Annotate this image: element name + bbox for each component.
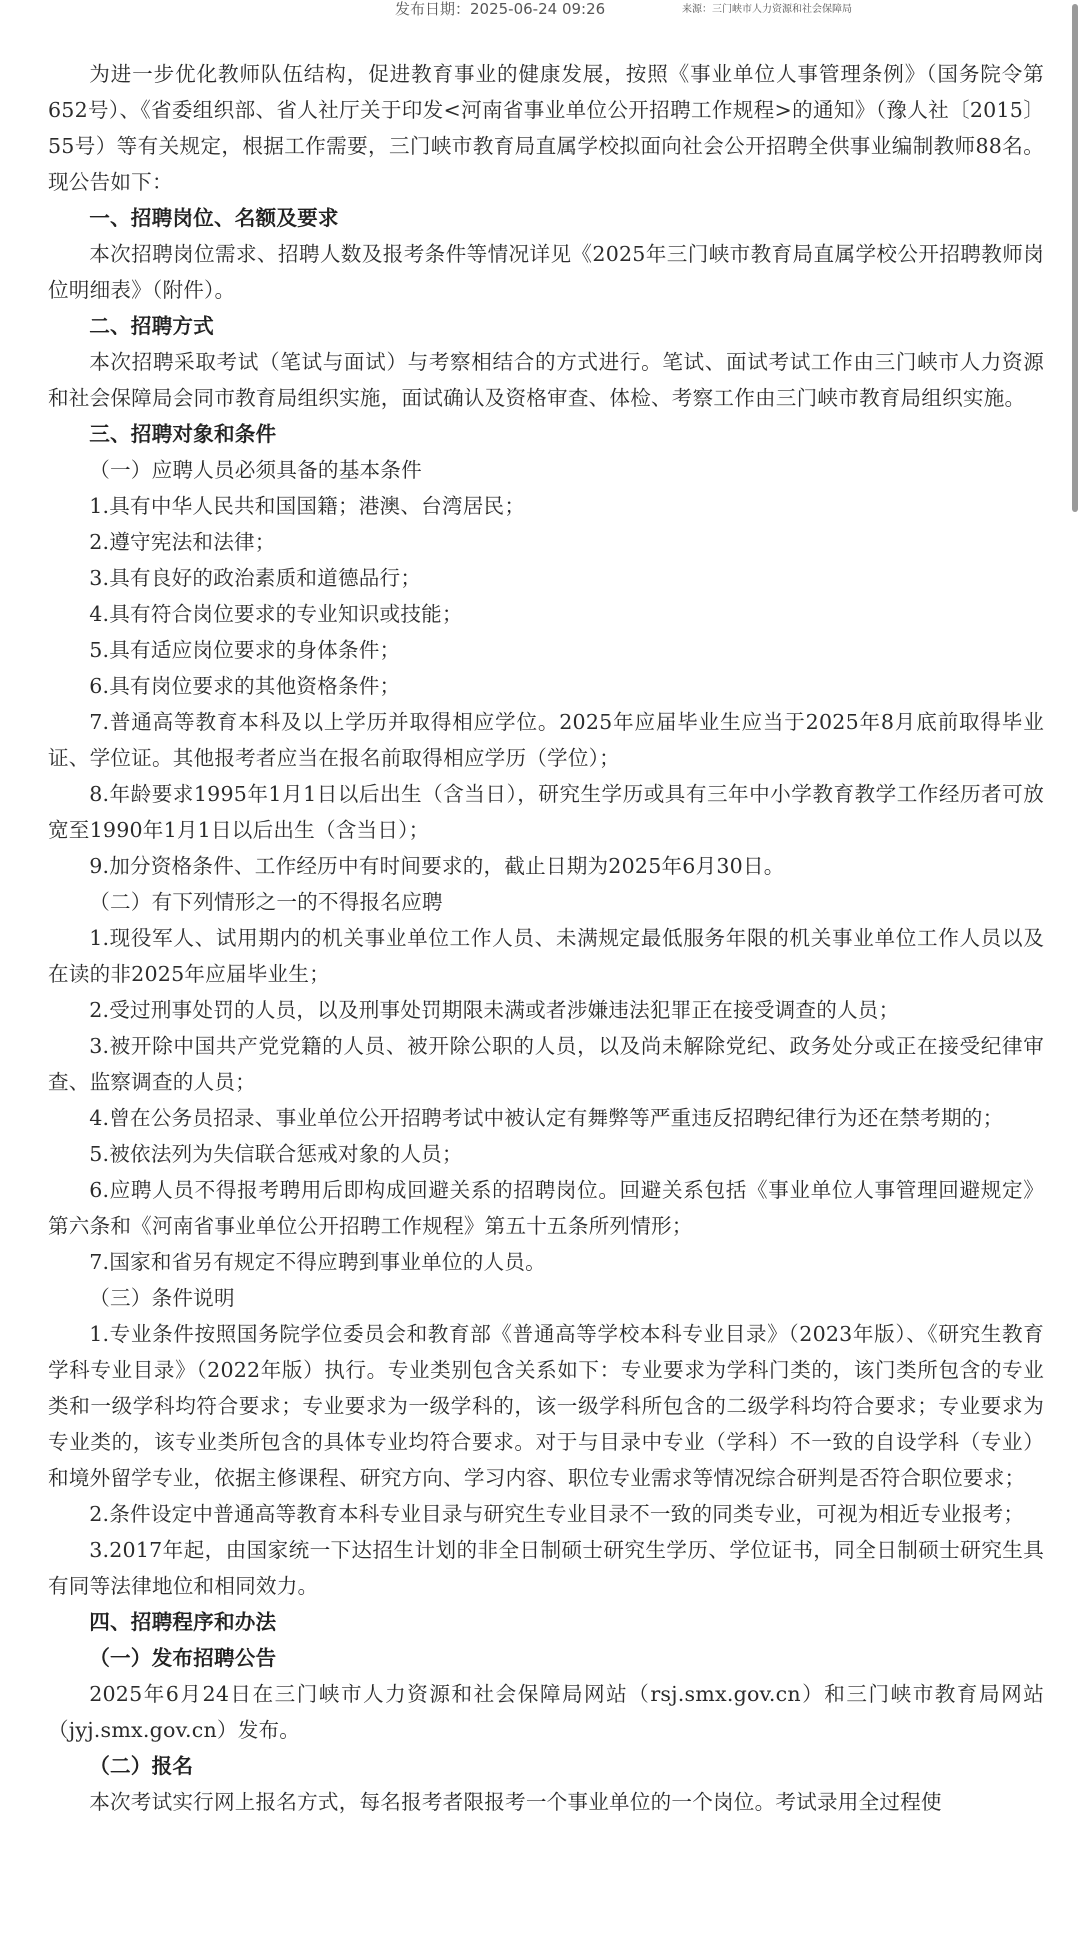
paragraph: 本次考试实行网上报名方式，每名报考者限报考一个事业单位的一个岗位。考试录用全过程使 (89, 1790, 942, 1814)
subsection-heading: （三）条件说明 (89, 1286, 235, 1310)
paragraph: 4.具有符合岗位要求的专业知识或技能； (89, 602, 463, 626)
paragraph: 8.年龄要求1995年1月1日以后出生（含当日），研究生学历或具有三年中小学教育教学工作经历者可放宽至1990年1月1日以后出生（含当日）； (48, 782, 1044, 842)
paragraph: 4.曾在公务员招录、事业单位公开招聘考试中被认定有舞弊等严重违反招聘纪律行为还在禁考期的； (89, 1106, 1004, 1130)
scrollbar-thumb[interactable] (1072, 4, 1078, 512)
section-heading: （一）发布招聘公告 (89, 1646, 277, 1670)
publish-date: 发布日期：2025-06-24 09:26 (395, 0, 606, 18)
paragraph: 1.现役军人、试用期内的机关事业单位工作人员、未满规定最低服务年限的机关事业单位工作人员以及在读的非2025年应届毕业生； (48, 926, 1044, 986)
paragraph: 本次招聘岗位需求、招聘人数及报考条件等情况详见《2025年三门峡市教育局直属学校公开招聘教师岗位明细表》（附件）。 (48, 242, 1044, 302)
paragraph: 2.条件设定中普通高等教育本科专业目录与研究生专业目录不一致的同类专业，可视为相近专业报考； (89, 1502, 1025, 1526)
paragraph: 7.普通高等教育本科及以上学历并取得相应学位。2025年应届毕业生应当于2025年8月底前取得毕业证、学位证。其他报考者应当在报名前取得相应学历（学位）； (48, 710, 1044, 770)
paragraph: 3.具有良好的政治素质和道德品行； (89, 566, 422, 590)
paragraph: 6.应聘人员不得报考聘用后即构成回避关系的招聘岗位。回避关系包括《事业单位人事管理回避规定》第六条和《河南省事业单位公开招聘工作规程》第五十五条所列情形； (48, 1178, 1044, 1238)
paragraph: 3.被开除中国共产党党籍的人员、被开除公职的人员，以及尚未解除党纪、政务处分或正在接受纪律审查、监察调查的人员； (48, 1034, 1044, 1094)
section-heading: （二）报名 (89, 1754, 194, 1778)
scrollbar[interactable] (1068, 0, 1080, 1954)
paragraph: 2.受过刑事处罚的人员，以及刑事处罚期限未满或者涉嫌违法犯罪正在接受调查的人员； (89, 998, 900, 1022)
paragraph: 1.专业条件按照国务院学位委员会和教育部《普通高等学校本科专业目录》（2023年版）、《研究生教育学科专业目录》（2022年版）执行。专业类别包含关系如下：专业要求为学科门类的，该门类所包含的专业类和一级学科均符合要求；专业要求为一级学科的，该一级学科所包含的二级学科均符合要求；专业要求为专业类的，该专业类所包含的具体专业均符合要求。对于与目录中专业（学科）不一致的自设学科（专业）和境外留学专业，依据主修课程、研究方向、学习内容、职位专业需求等情况综合研判是否符合职位要求； (48, 1322, 1044, 1490)
paragraph: 5.被依法列为失信联合惩戒对象的人员； (89, 1142, 463, 1166)
paragraph: 9.加分资格条件、工作经历中有时间要求的，截止日期为2025年6月30日。 (89, 854, 785, 878)
paragraph: 5.具有适应岗位要求的身体条件； (89, 638, 401, 662)
article-meta (0, 0, 1080, 20)
paragraph: 6.具有岗位要求的其他资格条件； (89, 674, 401, 698)
article-body (48, 56, 1044, 1820)
subsection-heading: （二）有下列情形之一的不得报名应聘 (89, 890, 443, 914)
paragraph: 本次招聘采取考试（笔试与面试）与考察相结合的方式进行。笔试、面试考试工作由三门峡市人力资源和社会保障局会同市教育局组织实施，面试确认及资格审查、体检、考察工作由三门峡市教育局组织实施。 (48, 350, 1044, 410)
paragraph: 2.遵守宪法和法律； (89, 530, 276, 554)
section-heading: 一、招聘岗位、名额及要求 (89, 206, 339, 230)
paragraph: 1.具有中华人民共和国国籍；港澳、台湾居民； (89, 494, 526, 518)
paragraph: 为进一步优化教师队伍结构，促进教育事业的健康发展，按照《事业单位人事管理条例》（国务院令第652号）、《省委组织部、省人社厅关于印发<河南省事业单位公开招聘工作规程>的通知》（豫人社〔2015〕55号）等有关规定，根据工作需要，三门峡市教育局直属学校拟面向社会公开招聘全供事业编制教师88名。现公告如下： (48, 62, 1044, 194)
paragraph: 7.国家和省另有规定不得应聘到事业单位的人员。 (89, 1250, 546, 1274)
section-heading: 二、招聘方式 (89, 314, 214, 338)
section-heading: 四、招聘程序和办法 (89, 1610, 277, 1634)
section-heading: 三、招聘对象和条件 (89, 422, 277, 446)
paragraph: 2025年6月24日在三门峡市人力资源和社会保障局网站（rsj.smx.gov.cn）和三门峡市教育局网站（jyj.smx.gov.cn）发布。 (48, 1682, 1044, 1742)
source-label: 来源：三门峡市人力资源和社会保障局 (682, 4, 852, 15)
subsection-heading: （一）应聘人员必须具备的基本条件 (89, 458, 422, 482)
paragraph: 3.2017年起，由国家统一下达招生计划的非全日制硕士研究生学历、学位证书，同全日制硕士研究生具有同等法律地位和相同效力。 (48, 1538, 1044, 1598)
